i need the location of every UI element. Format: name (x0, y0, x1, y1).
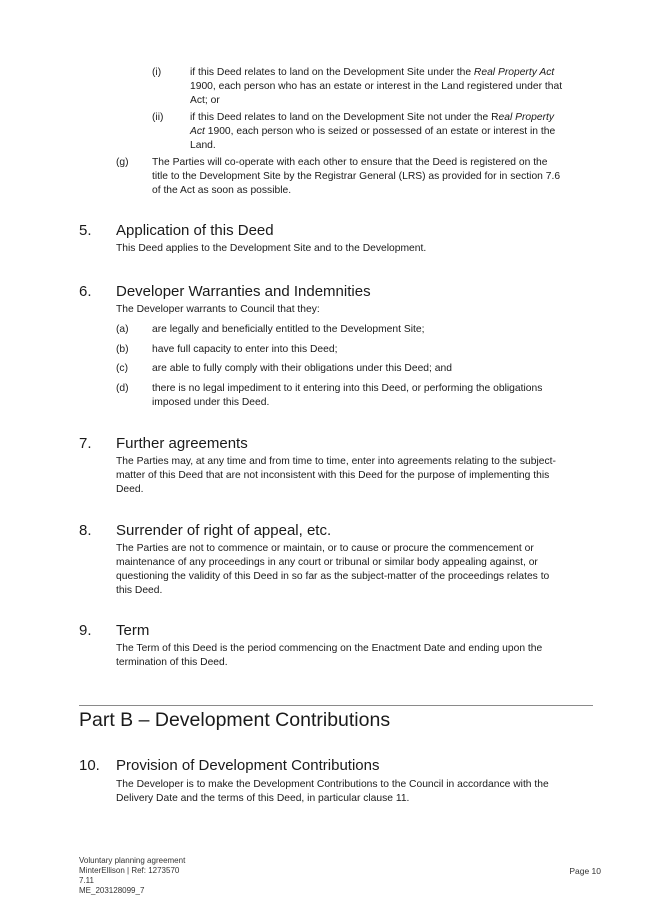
section-5-title: Application of this Deed (116, 222, 274, 239)
section-7-number: 7. (79, 435, 92, 452)
section-8-line: maintenance of any proceedings in any court or tribunal or similar body appealing against, or (116, 557, 538, 568)
item-c-label: (c) (116, 363, 129, 374)
section-9-text (116, 642, 606, 670)
item-i-text (190, 66, 610, 108)
section-9-title: Term (116, 622, 150, 639)
section-5-number: 5. (79, 222, 92, 239)
item-ii-text (190, 111, 610, 153)
item-ii-italic2: Act (190, 126, 205, 137)
section-7-text (116, 455, 606, 497)
footer-version: 7.11 (79, 876, 94, 885)
item-d-text (152, 382, 612, 410)
section-6-number: 6. (79, 283, 92, 300)
section-10-line: Delivery Date and the terms of this Deed, in particular clause 11. (116, 793, 410, 804)
section-5-text: This Deed applies to the Development Site and to the Development. (116, 243, 427, 254)
item-ii-label: (ii) (152, 112, 164, 123)
item-c-text: are able to fully comply with their obligations under this Deed; and (152, 363, 452, 374)
item-b-text: have full capacity to enter into this Deed; (152, 344, 338, 355)
footer-ref: MinterEllison | Ref: 1273570 (79, 866, 180, 875)
item-d-label: (d) (116, 383, 129, 394)
section-8-text (116, 542, 606, 598)
page-number: Page 10 (569, 866, 601, 876)
item-i-italic: Real Property Act (473, 67, 555, 78)
section-7-line: Deed. (116, 484, 144, 495)
section-9-number: 9. (79, 622, 92, 639)
section-10-line: The Developer is to make the Development Contributions to the Council in accordance with the (116, 779, 549, 790)
section-8-number: 8. (79, 522, 92, 539)
section-7-line: The Parties may, at any time and from time to time, enter into agreements relating to the subject- (116, 456, 556, 467)
section-8-line: The Parties are not to commence or maintain, or to cause or procure the commencement or (116, 543, 534, 554)
footer-left (79, 856, 185, 896)
section-6-intro: The Developer warrants to Council that they: (116, 304, 320, 315)
item-i-pre: if this Deed relates to land on the Development Site under the (190, 67, 474, 78)
section-9-line: termination of this Deed. (116, 657, 228, 668)
item-g-line: The Parties will co-operate with each other to ensure that the Deed is registered on the (152, 157, 548, 168)
section-6-title: Developer Warranties and Indemnities (116, 283, 371, 300)
item-ii-italic1: eal Property (498, 112, 555, 123)
section-10-title: Provision of Development Contributions (116, 757, 380, 774)
item-g-line: title to the Development Site by the Registrar General (LRS) as provided for in section 7.6 (152, 171, 561, 182)
item-a-text: are legally and beneficially entitled to the Development Site; (152, 324, 425, 335)
item-d-line1: there is no legal impediment to it entering into this Deed, or performing the obligations (152, 383, 543, 394)
item-i-line3: Act; or (190, 95, 220, 106)
section-10-text (116, 778, 606, 806)
footer-doc-id: ME_203128099_7 (79, 886, 145, 895)
item-ii-line3: Land. (190, 140, 216, 151)
footer-title: Voluntary planning agreement (79, 856, 186, 865)
section-9-line: The Term of this Deed is the period commencing on the Enactment Date and ending upon the (116, 643, 543, 654)
item-a-label: (a) (116, 324, 129, 335)
item-d-line2: imposed under this Deed. (152, 397, 270, 408)
section-8-title: Surrender of right of appeal, etc. (116, 522, 332, 539)
item-ii-post: 1900, each person who is seized or possessed of an estate or interest in the (204, 126, 556, 137)
section-7-title: Further agreements (116, 435, 248, 452)
part-b-heading: Part B – Development Contributions (79, 709, 391, 731)
item-g-line: of the Act as soon as possible. (152, 185, 292, 196)
item-i-line2: 1900, each person who has an estate or interest in the Land registered under that (190, 81, 563, 92)
part-divider (79, 705, 593, 706)
item-g-text (152, 156, 612, 198)
item-ii-pre: if this Deed relates to land on the Development Site not under the R (190, 112, 499, 123)
section-7-line: matter of this Deed that are not inconsistent with this Deed for the purpose of implementing this (116, 470, 550, 481)
section-8-line: this Deed. (116, 585, 163, 596)
item-b-label: (b) (116, 344, 129, 355)
section-10-number: 10. (79, 757, 100, 774)
item-g-label: (g) (116, 157, 129, 168)
item-i-label: (i) (152, 67, 162, 78)
section-8-line: questioning the validity of this Deed in so far as the subject-matter of the proceedings relates to (116, 571, 550, 582)
